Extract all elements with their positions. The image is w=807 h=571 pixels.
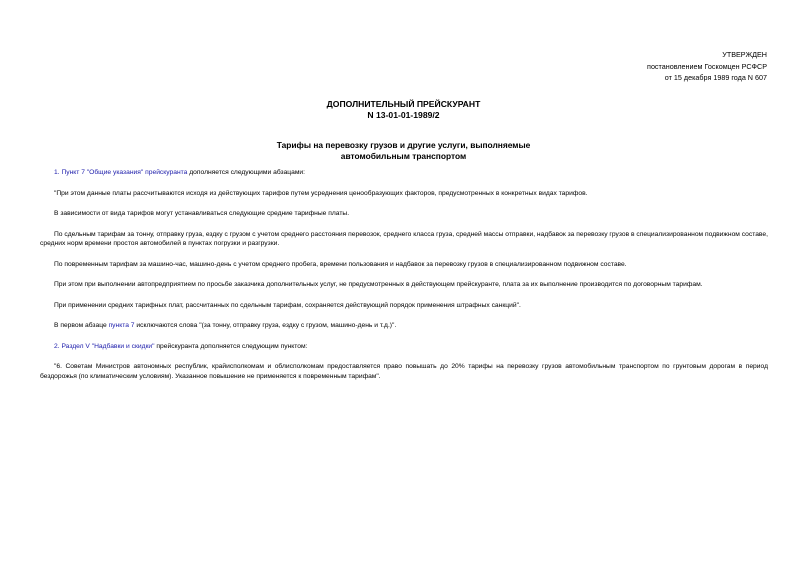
paragraph-7: При применении средних тарифных плат, рассчитанных по сдельным тарифам, сохраняется действующий порядок применения штрафных санкций". [54, 301, 521, 309]
approval-line-2: постановлением Госкомцен РСФСР [647, 61, 767, 71]
paragraph-8-prefix: В первом абзаце [54, 322, 109, 329]
paragraph-9 [40, 342, 768, 352]
paragraph-9-number: 2. [54, 342, 62, 350]
link-section-v[interactable]: Раздел V "Надбавки и скидки" [61, 342, 155, 350]
document-body [40, 168, 768, 381]
subtitle-line-2: автомобильным транспортом [340, 150, 467, 161]
approval-line-3: от 15 декабря 1989 года N 607 [664, 73, 767, 82]
approval-stamp [647, 49, 767, 84]
title-line-2: N 13-01-01-1989/2 [367, 110, 440, 120]
paragraph-9-text: прейскуранта дополняется следующим пунктом: [154, 342, 308, 350]
paragraph-8-text: исключаются слова "(за тонну, отправку груза, ездку с грузом, машино-день и т.д.)". [134, 322, 397, 329]
document-subtitle [0, 140, 807, 161]
paragraph-1-text: дополняется следующими абзацами: [187, 169, 306, 176]
title-line-1: ДОПОЛНИТЕЛЬНЫЙ ПРЕЙСКУРАНТ [326, 99, 481, 109]
paragraph-1-number: 1. [54, 169, 62, 176]
link-punkt-7-general[interactable]: Пункт 7 "Общие указания" прейскуранта [61, 169, 188, 176]
link-punkt-7[interactable]: пункта 7 [108, 322, 135, 329]
paragraph-4: По сдельным тарифам за тонну, отправку груза, ездку с грузом с учетом среднего расстояния перевозок, среднего класса груза, средней массы отправки, надбавок за перевозку грузов в специализированном подвижном составе, средних норм времени простоя автомобилей в пунктах погрузки и разгрузки. [40, 230, 768, 247]
paragraph-3: В зависимости от вида тарифов могут устанавливаться следующие средние тарифные платы. [54, 210, 350, 217]
paragraph-5: По повременным тарифам за машино-час, машино-день с учетом среднего пробега, времени пользования и надбавок за перевозку грузов в специализированном подвижном составе. [54, 260, 627, 268]
subtitle-line-1: Тарифы на перевозку грузов и другие услуги, выполняемые [276, 140, 531, 150]
document-title [0, 99, 807, 121]
approval-line-1: УТВЕРЖДЕН [722, 50, 767, 59]
paragraph-10: "6. Советам Министров автономных республик, крайисполкомам и облисполкомам предоставляется право повышать до 20% тарифы на перевозку грузов автомобильным транспортом по грунтовым дорогам в период бездорожья (по климатическим условиям). Указанное повышение не применяется к повременным тарифам". [40, 363, 768, 380]
paragraph-8 [40, 321, 768, 331]
paragraph-1 [40, 168, 768, 178]
paragraph-6: При этом при выполнении автопредприятием по просьбе заказчика дополнительных услуг, не предусмотренных в действующем прейскуранте, плата за их выполнение производится по договорным тарифам. [54, 281, 703, 288]
paragraph-2: "При этом данные платы рассчитываются исходя из действующих тарифов путем усреднения ценообразующих факторов, предусмотренных в конкретных видах тарифов. [54, 189, 588, 197]
